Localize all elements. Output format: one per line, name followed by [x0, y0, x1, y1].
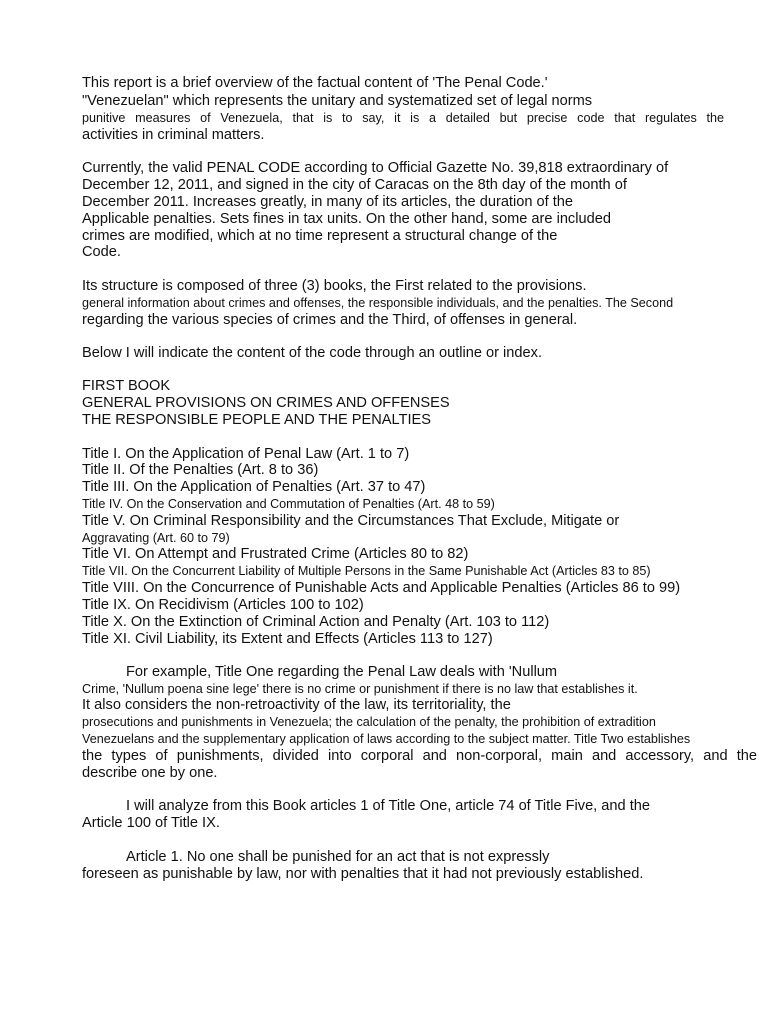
text-line: the types of punishments, divided into corporal and non-corporal, main and accessory, and the [82, 748, 757, 764]
text-line: general information about crimes and offenses, the responsible individuals, and the penalties. The Second [82, 296, 674, 310]
text-line: December 12, 2011, and signed in the city of Caracas on the 8th day of the month of [82, 177, 627, 193]
text-line: I will analyze from this Book articles 1 of Title One, article 74 of Title Five, and the [126, 798, 650, 814]
text-line: For example, Title One regarding the Penal Law deals with 'Nullum [126, 664, 558, 680]
text-line: Article 100 of Title IX. [82, 815, 220, 831]
text-line: foreseen as punishable by law, nor with penalties that it had not previously established. [82, 866, 644, 882]
book-heading: GENERAL PROVISIONS ON CRIMES AND OFFENSES [82, 395, 450, 411]
index-entry: Title IX. On Recidivism (Articles 100 to 102) [82, 597, 364, 613]
book-heading: FIRST BOOK [82, 378, 171, 394]
text-line: Currently, the valid PENAL CODE according to Official Gazette No. 39,818 extraordinary of [82, 160, 669, 176]
text-line: punitive measures of Venezuela, that is to say, it is a detailed but precise code that regulates the [82, 111, 724, 125]
text-line: regarding the various species of crimes and the Third, of offenses in general. [82, 312, 578, 328]
index-entry: Aggravating (Art. 60 to 79) [82, 531, 230, 545]
index-entry: Title XI. Civil Liability, its Extent and Effects (Articles 113 to 127) [82, 631, 493, 647]
text-line: crimes are modified, which at no time represent a structural change of the [82, 228, 558, 244]
index-entry: Title V. On Criminal Responsibility and the Circumstances That Exclude, Mitigate or [82, 513, 620, 529]
text-line: Its structure is composed of three (3) books, the First related to the provisions. [82, 278, 587, 294]
text-line: This report is a brief overview of the factual content of 'The Penal Code.' [82, 75, 548, 91]
index-entry: Title I. On the Application of Penal Law (Art. 1 to 7) [82, 446, 410, 462]
text-line: activities in criminal matters. [82, 127, 265, 143]
index-entry: Title IV. On the Conservation and Commutation of Penalties (Art. 48 to 59) [82, 497, 495, 511]
text-line: Crime, 'Nullum poena sine lege' there is no crime or punishment if there is no law that establishes it. [82, 682, 638, 696]
index-entry: Title VIII. On the Concurrence of Punishable Acts and Applicable Penalties (Articles 86 to 99) [82, 580, 681, 596]
book-heading: THE RESPONSIBLE PEOPLE AND THE PENALTIES [82, 412, 432, 428]
index-entry: Title VI. On Attempt and Frustrated Crime (Articles 80 to 82) [82, 546, 469, 562]
index-entry: Title II. Of the Penalties (Art. 8 to 36) [82, 462, 319, 478]
text-line: December 2011. Increases greatly, in many of its articles, the duration of the [82, 194, 574, 210]
text-line: describe one by one. [82, 765, 218, 781]
text-line: Applicable penalties. Sets fines in tax units. On the other hand, some are included [82, 211, 611, 227]
text-line: Code. [82, 244, 121, 260]
text-line: Article 1. No one shall be punished for an act that is not expressly [126, 849, 550, 865]
text-line: "Venezuelan" which represents the unitary and systematized set of legal norms [82, 93, 593, 109]
index-entry: Title III. On the Application of Penalties (Art. 37 to 47) [82, 479, 426, 495]
text-line: It also considers the non-retroactivity of the law, its territoriality, the [82, 697, 511, 713]
text-line: prosecutions and punishments in Venezuela; the calculation of the penalty, the prohibition of extradition [82, 715, 656, 729]
text-line: Below I will indicate the content of the code through an outline or index. [82, 345, 542, 361]
index-entry: Title X. On the Extinction of Criminal Action and Penalty (Art. 103 to 112) [82, 614, 550, 630]
index-entry: Title VII. On the Concurrent Liability of Multiple Persons in the Same Punishable Act (Articles 83 to 85) [82, 564, 651, 578]
text-line: Venezuelans and the supplementary application of laws according to the subject matter. Title Two establishes [82, 732, 691, 746]
